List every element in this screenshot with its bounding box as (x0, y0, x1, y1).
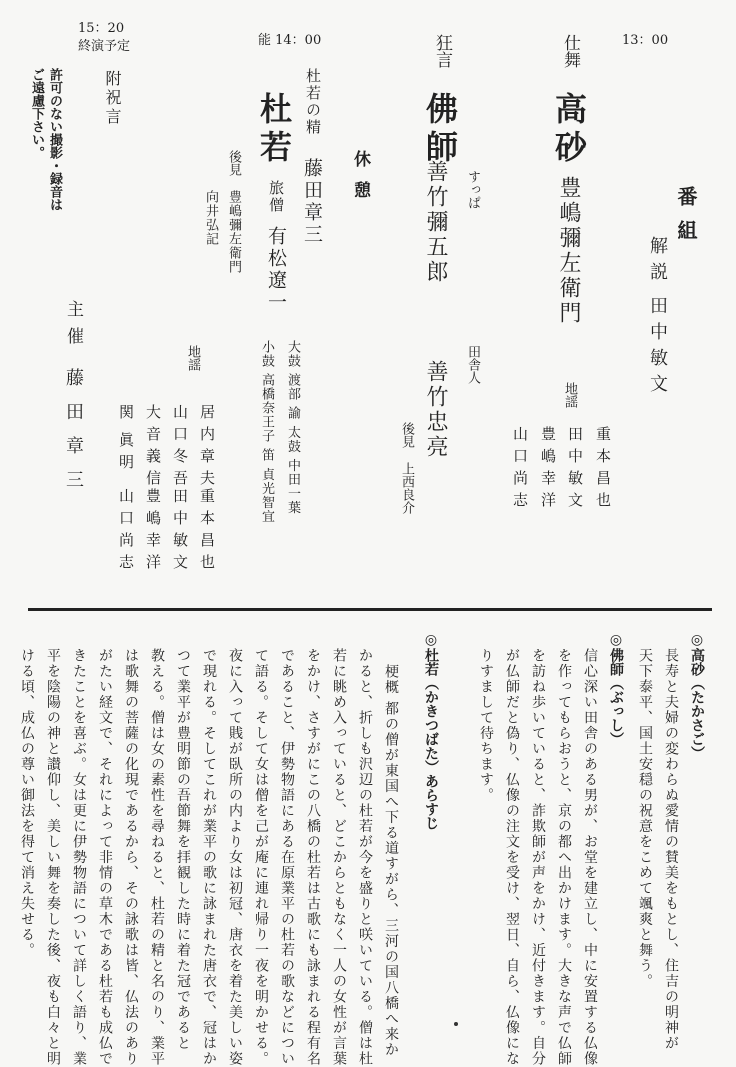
description-line: が仏師だと偽り、仏像の注文を受け、翌日、自ら、仏像にな (504, 648, 520, 1067)
description-line: りすまして待ちます。 (478, 648, 494, 803)
jiutai-member: 山口冬吾 (171, 404, 189, 492)
description-title: ◎杜若（かきつばた）あらすじ (423, 632, 439, 830)
busshi-performer2: 善竹忠亮 (423, 360, 448, 460)
description-line: ける頃、成仏の尊い御法を得て消え失せる。 (19, 648, 35, 958)
punch-mark (454, 1022, 458, 1026)
description-line: て語る。そして女は僧を己が庵に連れ帰り一夜を明かせる。 (253, 648, 269, 1067)
takasago-title: 高砂 (550, 92, 588, 168)
break-label: 休憩 (350, 150, 370, 212)
description-line: を作ってもらおうと、京の都へ出かけます。大きな声で仏師 (556, 648, 572, 1067)
jiutai-member: 居内章夫 (198, 404, 216, 492)
notice-line: ご遠慮下さい。 (29, 68, 44, 159)
busshi-role2: 田舎人 (465, 345, 480, 384)
notice-line: 許可のない撮影・録音は (47, 68, 62, 211)
description-line: 若に眺め入っていると、どこからともなく一人の女性が言葉 (331, 648, 347, 1067)
jiutai-member: 眞明 (117, 432, 135, 476)
kakitsubata-time: 能 14：00 (258, 33, 322, 48)
description-title: ◎高砂（たかさご） (689, 632, 705, 760)
description-line: 長寿と夫婦の変わらぬ愛情の賛美をもとし、住吉の明神が (663, 648, 679, 1051)
description-line: 信心深い田舎のある男が、お堂を建立し、中に安置する仏像 (582, 648, 598, 1067)
hayashi-line: 小鼓 高橋奈王子 笛 貞光智宜 (259, 340, 274, 524)
commentary-name: 田中敏文 (647, 296, 668, 400)
jiutai-member: 重本昌也 (594, 426, 612, 514)
jiutai-member: 豊嶋幸洋 (144, 488, 162, 576)
description-line: をかけ、さすがにこの八橋の杜若は古歌にも詠まれる程有名 (305, 648, 321, 1067)
organizer-name: 藤田章三 (63, 368, 84, 504)
kakitsubata-waki-role: 旅僧 (267, 180, 285, 214)
busshi-koken-label: 後見 (399, 422, 414, 448)
description-line: は歌舞の菩薩の化現であるから、その詠歌は皆、仏法のあり (123, 648, 139, 1067)
kakitsubata-koken: 豊嶋彌左衛門 (226, 190, 241, 274)
kakitsubata-koken-label: 後見 (226, 150, 241, 176)
busshi-genre: 狂言 (432, 34, 452, 68)
kakitsubata-shite: 藤田章三 (301, 158, 323, 246)
kakitsubata-waki: 有松遼一 (265, 226, 287, 314)
description-line: 天下泰平、国土安穏の祝意をこめて颯爽と舞う。 (637, 648, 653, 989)
hayashi-line: 大鼓 渡部 諭 太鼓 中田一葉 (285, 340, 300, 515)
description-line: かると、折しも沢辺の杜若が今を盛りと咲いている。僧は杜 (357, 648, 373, 1067)
description-line: 梗概 都の僧が東国へ下る道すがら、三河の国八橋へ来か (383, 664, 399, 1058)
description-line: がたい経文で、それによって非情の草木である杜若も成仏で (97, 648, 113, 1067)
jiutai-member: 山口尚志 (511, 426, 529, 514)
jiutai-member: 関 (117, 404, 135, 426)
description-line: 夜に入って賎が臥所の内より女は初冠、唐衣を着た美しい姿 (227, 648, 243, 1067)
organizer-label: 主催 (63, 300, 83, 354)
jiutai-member: 山口尚志 (117, 488, 135, 576)
jiutai-member: 大音義信 (144, 404, 162, 492)
jiutai-member: 豊嶋幸洋 (539, 426, 557, 514)
section-divider (28, 608, 712, 611)
kakitsubata-koken: 向井弘記 (203, 190, 218, 246)
shugen-title: 附祝言 (103, 70, 122, 127)
description-line: を訪ね歩いていると、詐欺師が声をかけ、近付きます。自分 (530, 648, 546, 1067)
description-line: であること、伊勢物語にある在原業平の杜若の歌などについ (279, 648, 295, 1067)
description-line: で現れる。そしてこれが業平の歌に詠まれた唐衣で、冠はか (201, 648, 217, 1067)
takasago-jiutai-label: 地謡 (562, 382, 577, 408)
kakitsubata-jiutai-label: 地謡 (185, 345, 200, 371)
description-line: きたことを喜ぶ。女は更に伊勢物語について詳しく語り、業 (71, 648, 87, 1067)
kakitsubata-shite-role: 杜若の精 (304, 68, 322, 136)
description-line: 教える。僧は女の素性を尋ねると、杜若の精と名のり、業平 (149, 648, 165, 1067)
takasago-time: 13：00 (622, 33, 669, 48)
commentary-label: 解説 (647, 236, 668, 288)
description-line: 平を陰陽の神と讃仰し、美しい舞を奏した後、夜も白々と明 (45, 648, 61, 1067)
end-label: 終演予定 (78, 39, 131, 54)
busshi-title: 佛師 (421, 92, 459, 168)
kakitsubata-title: 杜若 (255, 92, 293, 168)
takasago-performer: 豊嶋彌左衛門 (556, 176, 581, 326)
description-title: ◎佛師（ぶっし） (608, 632, 624, 746)
jiutai-member: 田中敏文 (171, 488, 189, 576)
busshi-koken: 上西良介 (399, 462, 414, 514)
jiutai-member: 田中敏文 (566, 426, 584, 514)
takasago-genre: 仕舞 (560, 34, 580, 68)
description-line: つて業平が豊明節の吾節舞を拝観した時に着た冠であると (175, 648, 191, 1051)
busshi-performer1: 善竹彌五郎 (423, 160, 448, 285)
jiutai-member: 重本昌也 (198, 488, 216, 576)
end-time: 15：20 (78, 21, 125, 36)
program-heading: 番組 (674, 186, 698, 254)
busshi-role1: すっぱ (465, 170, 480, 209)
